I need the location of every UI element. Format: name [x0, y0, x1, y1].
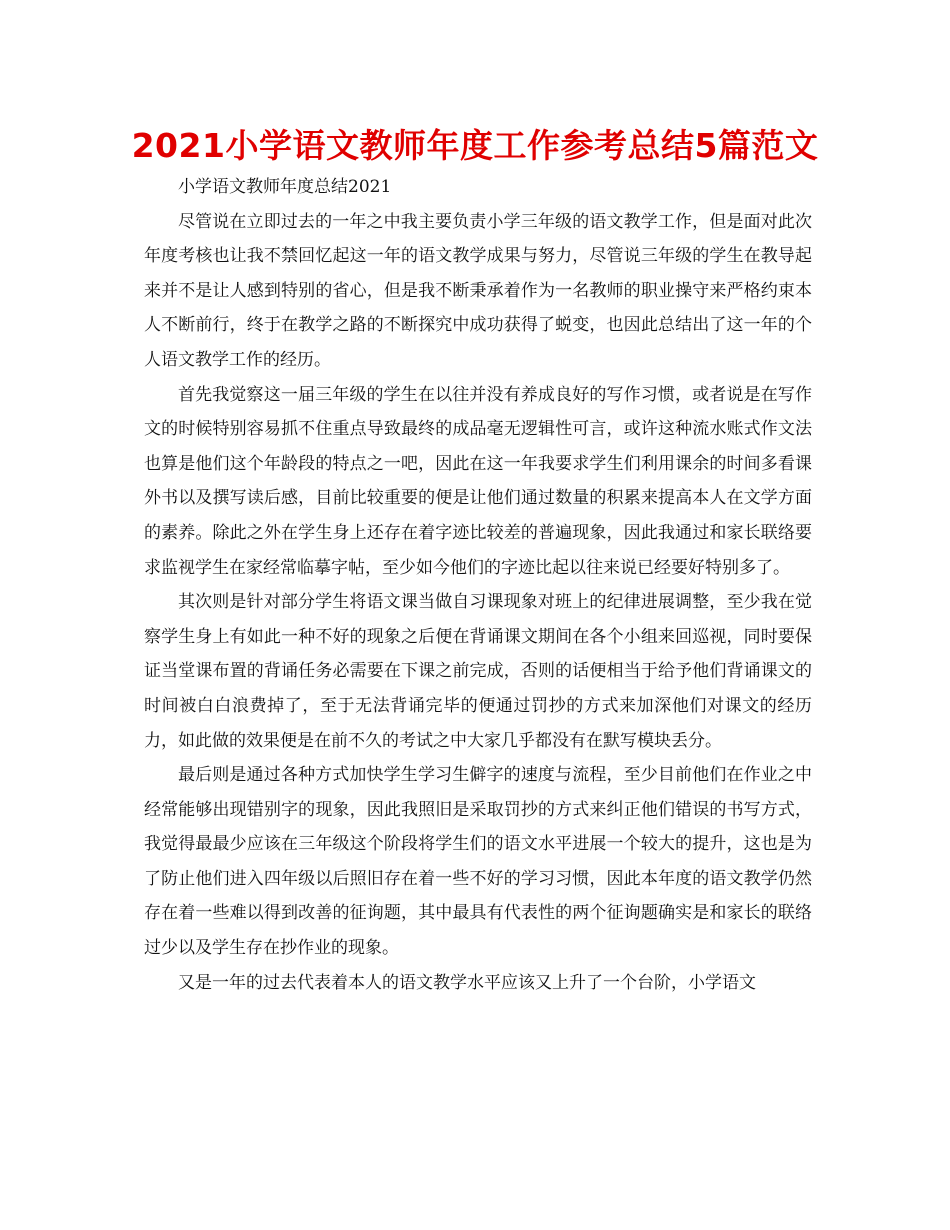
document-subtitle: 小学语文教师年度总结2021	[178, 177, 392, 197]
document-body	[144, 170, 812, 1000]
paragraph: 其次则是针对部分学生将语文课当做自习课现象对班上的纪律进展调整，至少我在觉察学生身上有如此一种不好的现象之后便在背诵课文期间在各个小组来回巡视，同时要保证当堂课布置的背诵任务必需要在下课之前完成，否则的话便相当于给予他们背诵课文的时间被白白浪费掉了，至于无法背诵完毕的便通过罚抄的方式来加深他们对课文的经历力，如此做的效果便是在前不久的考试之中大家几乎都没有在默写模块丢分。	[144, 592, 812, 751]
document-title: 2021小学语文教师年度工作参考总结5篇范文	[131, 126, 819, 165]
paragraph: 又是一年的过去代表着本人的语文教学水平应该又上升了一个台阶，小学语文	[178, 972, 756, 993]
paragraph: 首先我觉察这一届三年级的学生在以往并没有养成良好的写作习惯，或者说是在写作文的时候特别容易抓不住重点导致最终的成品毫无逻辑性可言，或许这种流水账式作文法也算是他们这个年龄段的特点之一吧，因此在这一年我要求学生们利用课余的时间多看课外书以及撰写读后感，目前比较重要的便是让他们通过数量的积累来提高本人在文学方面的素养。除此之外在学生身上还存在着字迹比较差的普遍现象，因此我通过和家长联络要求监视学生在家经常临摹字帖，至少如今他们的字迹比起以往来说已经要好特别多了。	[144, 384, 812, 578]
paragraph: 尽管说在立即过去的一年之中我主要负责小学三年级的语文教学工作，但是面对此次年度考核也让我不禁回忆起这一年的语文教学成果与努力，尽管说三年级的学生在教导起来并不是让人感到特别的省心，但是我不断秉承着作为一名教师的职业操守来严格约束本人不断前行，终于在教学之路的不断探究中成功获得了蜕变，也因此总结出了这一年的个人语文教学工作的经历。	[144, 211, 812, 370]
paragraph: 最后则是通过各种方式加快学生学习生僻字的速度与流程，至少目前他们在作业之中经常能够出现错别字的现象，因此我照旧是采取罚抄的方式来纠正他们错误的书写方式，我觉得最最少应该在三年级这个阶段将学生们的语文水平进展一个较大的提升，这也是为了防止他们进入四年级以后照旧存在着一些不好的学习习惯，因此本年度的语文教学仍然存在着一些难以得到改善的征询题，其中最具有代表性的两个征询题确实是和家长的联络过少以及学生存在抄作业的现象。	[144, 765, 812, 959]
